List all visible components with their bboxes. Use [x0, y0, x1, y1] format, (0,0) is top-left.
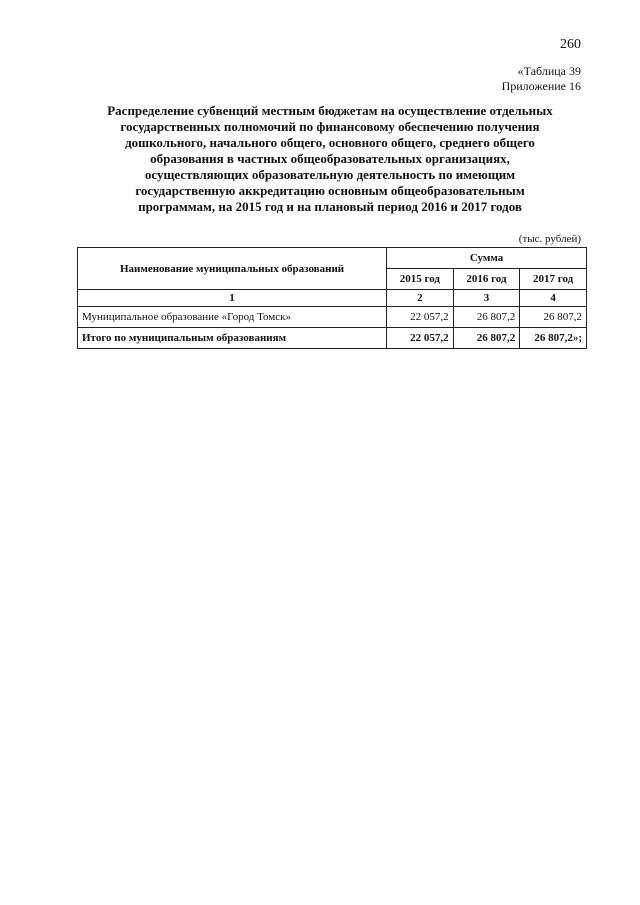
total-row [78, 328, 587, 349]
municipality-name: Муниципальное образование «Город Томск» [78, 307, 387, 328]
appendix-reference: Приложение 16 [501, 79, 581, 93]
name-column-header: Наименование муниципальных образований [78, 248, 387, 290]
title-line: Распределение субвенций местным бюджетам на осуществление отдельных [107, 103, 553, 118]
value-2015: 22 057,2 [387, 307, 454, 328]
column-number: 4 [520, 290, 587, 307]
total-label: Итого по муниципальным образованиям [78, 328, 387, 349]
total-2017: 26 807,2»; [520, 328, 587, 349]
sum-column-header: Сумма [387, 248, 587, 269]
value-2017: 26 807,2 [520, 307, 587, 328]
annex-reference [502, 64, 581, 94]
title-line: образования в частных общеобразовательных организациях, [150, 151, 510, 166]
title-line: осуществляющих образовательную деятельность по имеющим [144, 167, 516, 182]
total-2016: 26 807,2 [453, 328, 520, 349]
column-number: 1 [78, 290, 387, 307]
year-header-2015: 2015 год [387, 269, 454, 290]
table-reference: «Таблица 39 [517, 64, 581, 78]
document-title [70, 103, 590, 215]
column-number-row [78, 290, 587, 307]
table-row [78, 307, 587, 328]
year-header-2016: 2016 год [453, 269, 520, 290]
title-line: государственную аккредитацию основным общеобразовательным [135, 183, 525, 198]
total-2015: 22 057,2 [387, 328, 454, 349]
column-number: 3 [453, 290, 520, 307]
header-row [78, 248, 587, 269]
page-number: 260 [560, 37, 581, 52]
subvention-table [77, 247, 587, 349]
title-line: государственных полномочий по финансовому обеспечению получения [120, 119, 540, 134]
year-header-2017: 2017 год [520, 269, 587, 290]
title-line: дошкольного, начального общего, основного общего, среднего общего [125, 135, 535, 150]
column-number: 2 [387, 290, 454, 307]
title-line: программам, на 2015 год и на плановый период 2016 и 2017 годов [138, 199, 522, 214]
value-2016: 26 807,2 [453, 307, 520, 328]
units-label: (тыс. рублей) [518, 233, 581, 245]
